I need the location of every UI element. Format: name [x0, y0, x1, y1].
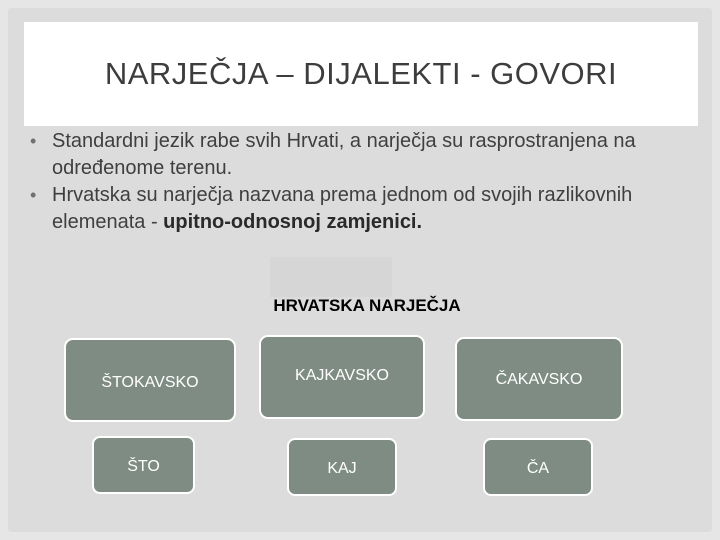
bullet-icon: •: [30, 131, 37, 151]
bullet-item: [30, 128, 690, 182]
dialect-name: ŠTOKAVSKO: [101, 374, 199, 391]
pronoun-box-ca: [483, 438, 593, 496]
dialect-box-stokavsko: [64, 338, 236, 422]
pronoun-text: KAJ: [327, 460, 357, 477]
pronoun-text: ČA: [526, 460, 550, 477]
dialect-box-cakavsko: [455, 337, 623, 421]
dialect-box-kajkavsko: [259, 335, 425, 419]
bullet-text: Standardni jezik rabe svih Hrvati, a narječja su rasprostranjena na određenome terenu.: [52, 130, 636, 179]
slide-title: NARJEČJA – DIJALEKTI - GOVORI: [104, 56, 618, 91]
pronoun-box-kaj: [287, 438, 397, 496]
dialect-name: ČAKAVSKO: [495, 371, 583, 388]
pronoun-box-sto: [92, 436, 195, 494]
bullet-text: Hrvatska su narječja nazvana prema jednom od svojih razlikovnih elemenata -: [52, 184, 633, 233]
title-box: [24, 22, 698, 126]
bullet-list: [30, 128, 690, 236]
bullet-icon: •: [30, 185, 37, 205]
diagram-heading: HRVATSKA NARJEČJA: [273, 296, 461, 315]
pronoun-text: ŠTO: [127, 458, 160, 475]
heading-highlight: [270, 257, 392, 297]
bullet-bold-text: upitno-odnosnoj zamjenici.: [163, 211, 423, 233]
dialect-name: KAJKAVSKO: [295, 367, 389, 384]
bullet-item: [30, 182, 690, 236]
